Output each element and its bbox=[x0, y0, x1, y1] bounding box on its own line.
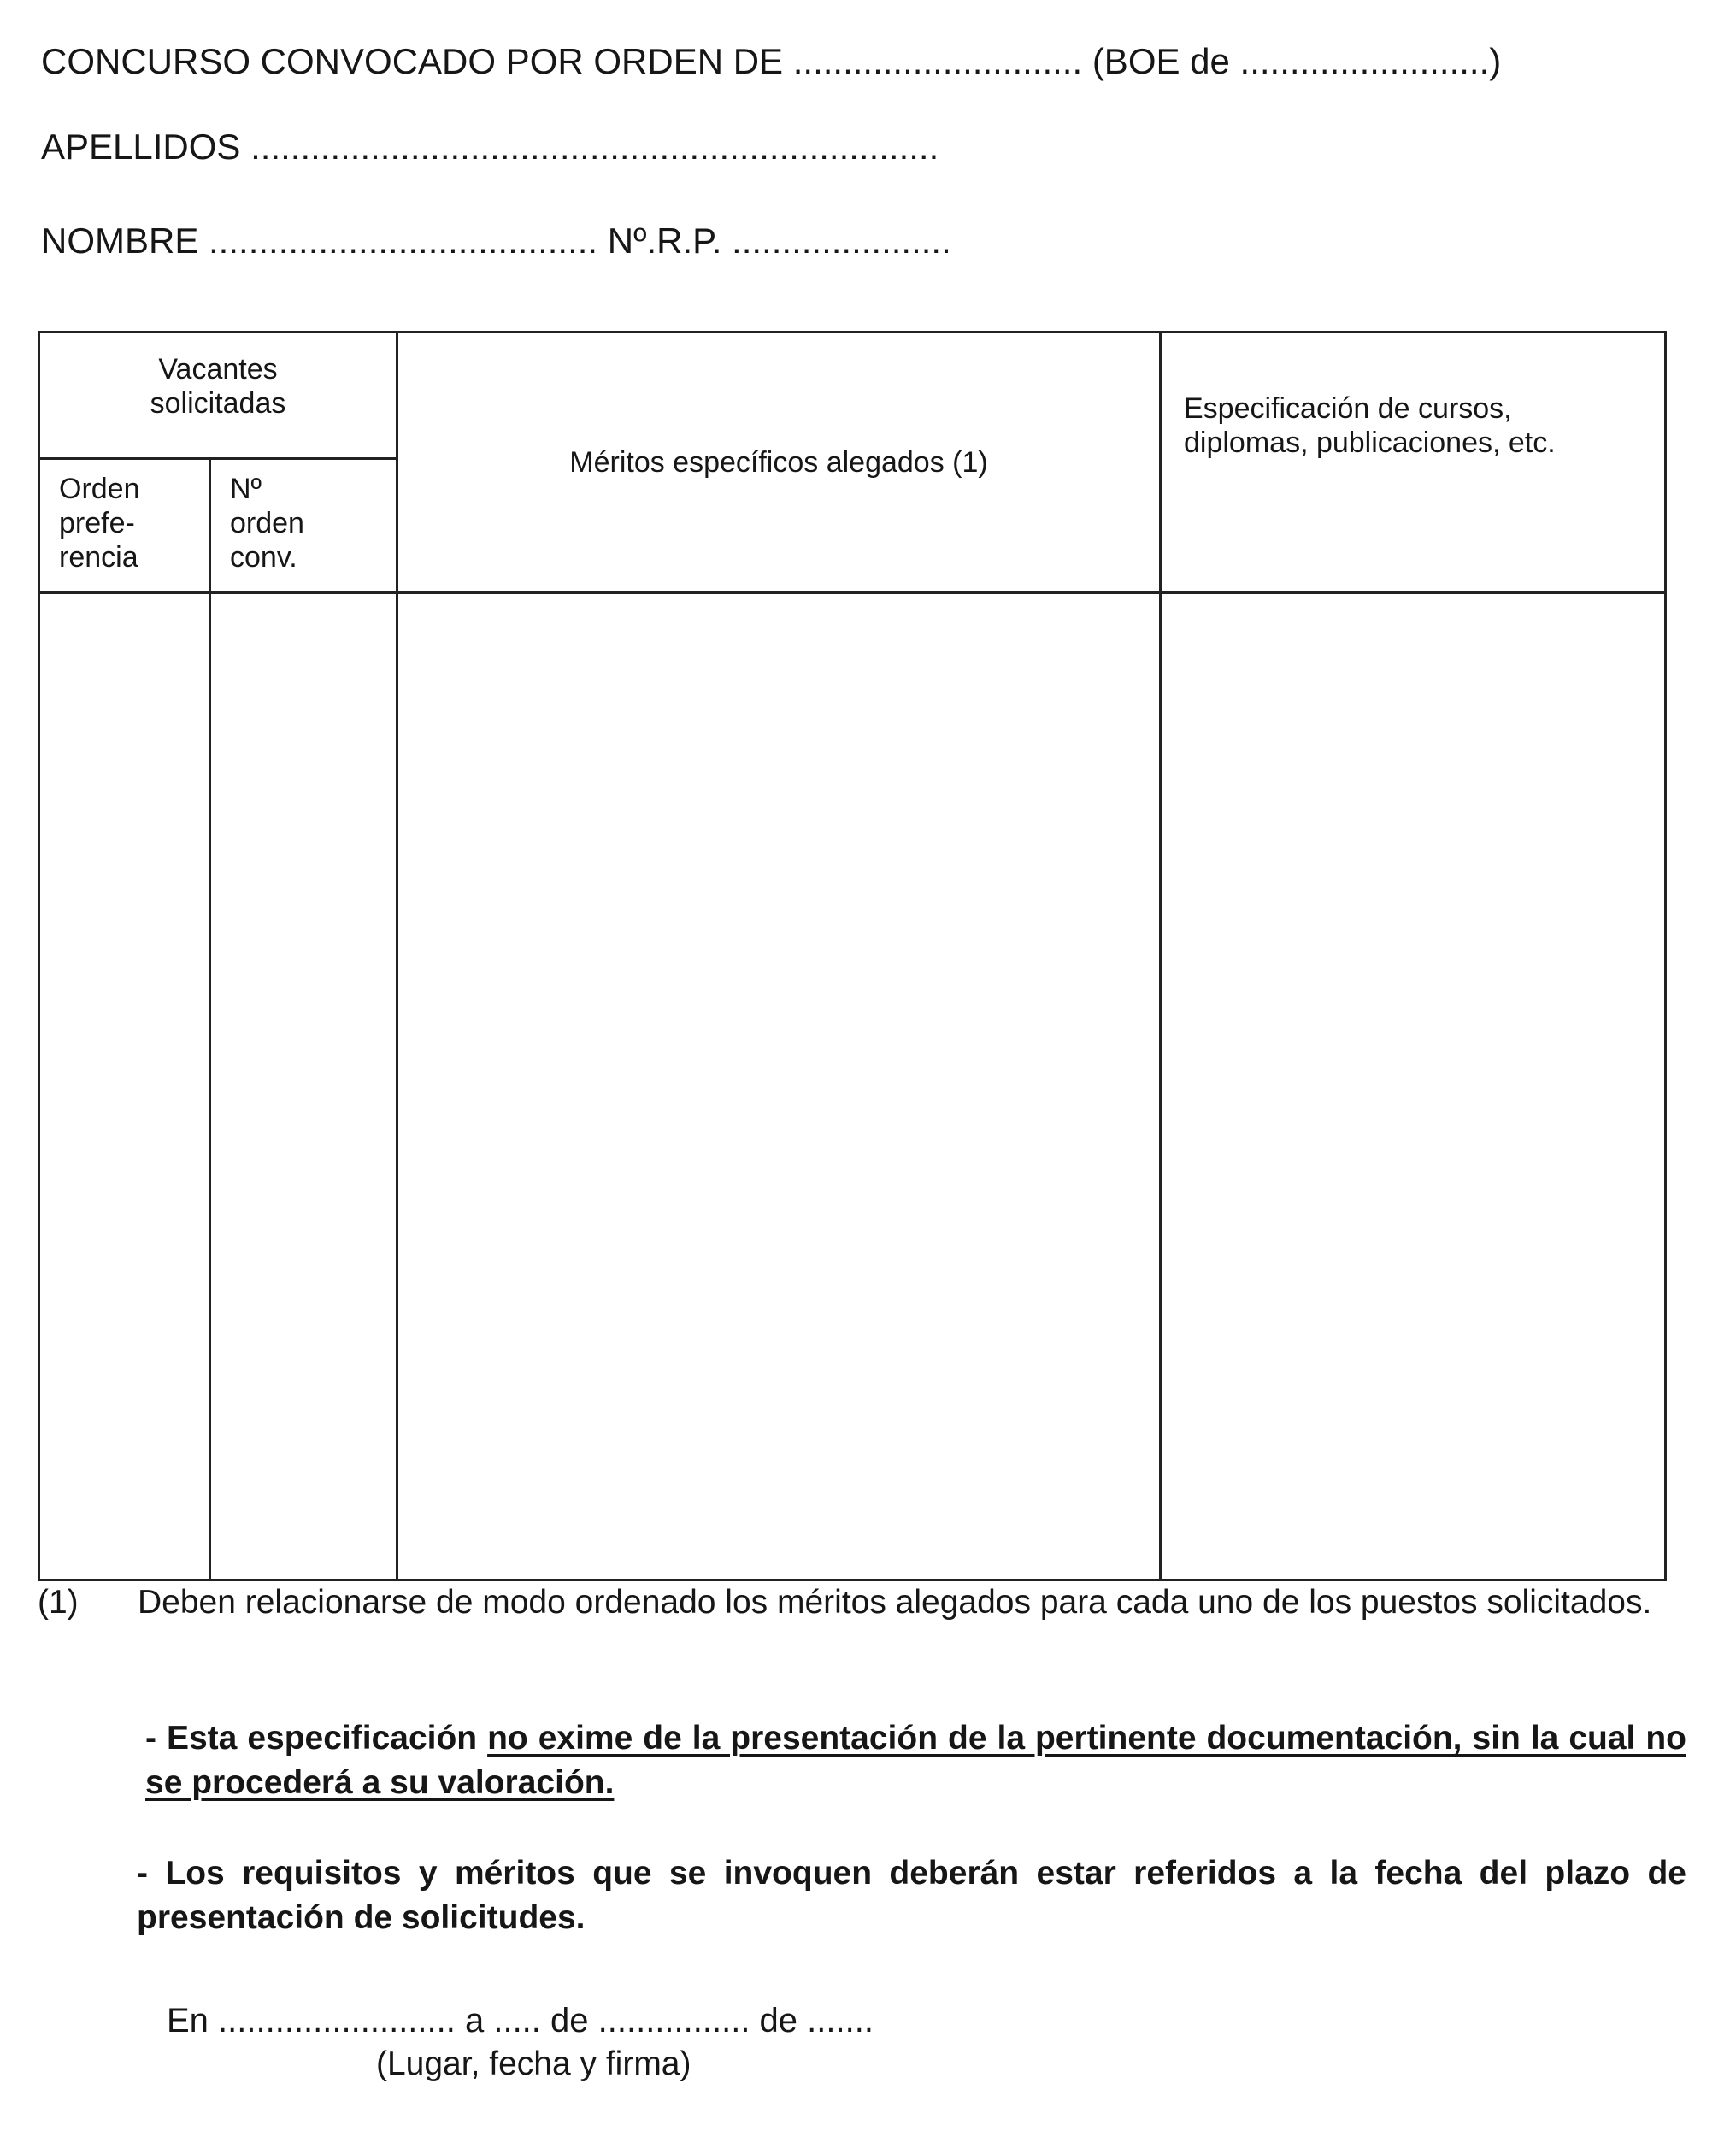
vacantes-header bbox=[39, 333, 397, 459]
note-1-underlined: no exime de la presentación de la pertinente documentación, sin la cual no se procederá a su valoración. bbox=[145, 1720, 1686, 1801]
numero-orden-header bbox=[210, 459, 397, 593]
apellidos-line: APELLIDOS ..................................................................... bbox=[41, 127, 939, 167]
meritos-header bbox=[397, 333, 1161, 593]
footnote-marker: (1) bbox=[38, 1584, 79, 1621]
nombre-nrp-line: NOMBRE ....................................... Nº.R.P. ...................... bbox=[41, 221, 951, 261]
vacantes-label: Vacantes solicitadas bbox=[150, 353, 286, 420]
especificacion-header bbox=[1161, 333, 1666, 593]
orden-label-2: prefe- bbox=[59, 507, 135, 539]
especificacion-cell[interactable] bbox=[1161, 593, 1666, 1580]
numero-label-2: orden bbox=[230, 507, 304, 539]
orden-label-1: Orden bbox=[59, 473, 140, 505]
orden-preferencia-cell[interactable] bbox=[39, 593, 210, 1580]
note-requisitos: - Los requisitos y méritos que se invoquen deberán estar referidos a la fecha del plazo de presentación de solicitudes. bbox=[137, 1855, 1686, 1936]
orden-preferencia-header bbox=[39, 459, 210, 593]
meritos-label: Méritos específicos alegados (1) bbox=[569, 446, 988, 479]
note-documentacion bbox=[145, 1716, 1686, 1805]
table-header-row bbox=[39, 333, 1666, 459]
place-date-line: En ......................... a ..... de ................ de ....... bbox=[167, 2002, 874, 2039]
place-date-caption: (Lugar, fecha y firma) bbox=[376, 2045, 691, 2082]
merits-table bbox=[38, 331, 1667, 1581]
footnote-text: Deben relacionarse de modo ordenado los méritos alegados para cada uno de los puestos solicitados. bbox=[138, 1584, 1652, 1621]
numero-orden-cell[interactable] bbox=[210, 593, 397, 1580]
convocatoria-line: CONCURSO CONVOCADO POR ORDEN DE ............................. (BOE de .........................) bbox=[41, 41, 1502, 81]
numero-label-3: conv. bbox=[230, 541, 297, 574]
orden-label-3: rencia bbox=[59, 541, 138, 574]
table-body-row bbox=[39, 593, 1666, 1580]
meritos-cell[interactable] bbox=[397, 593, 1161, 1580]
note-1-prefix: - Esta especificación bbox=[145, 1720, 488, 1757]
numero-label-1: Nº bbox=[230, 473, 262, 505]
especificacion-label: Especificación de cursos, diplomas, publicaciones, etc. bbox=[1184, 392, 1556, 459]
footnote bbox=[38, 1581, 1687, 1624]
